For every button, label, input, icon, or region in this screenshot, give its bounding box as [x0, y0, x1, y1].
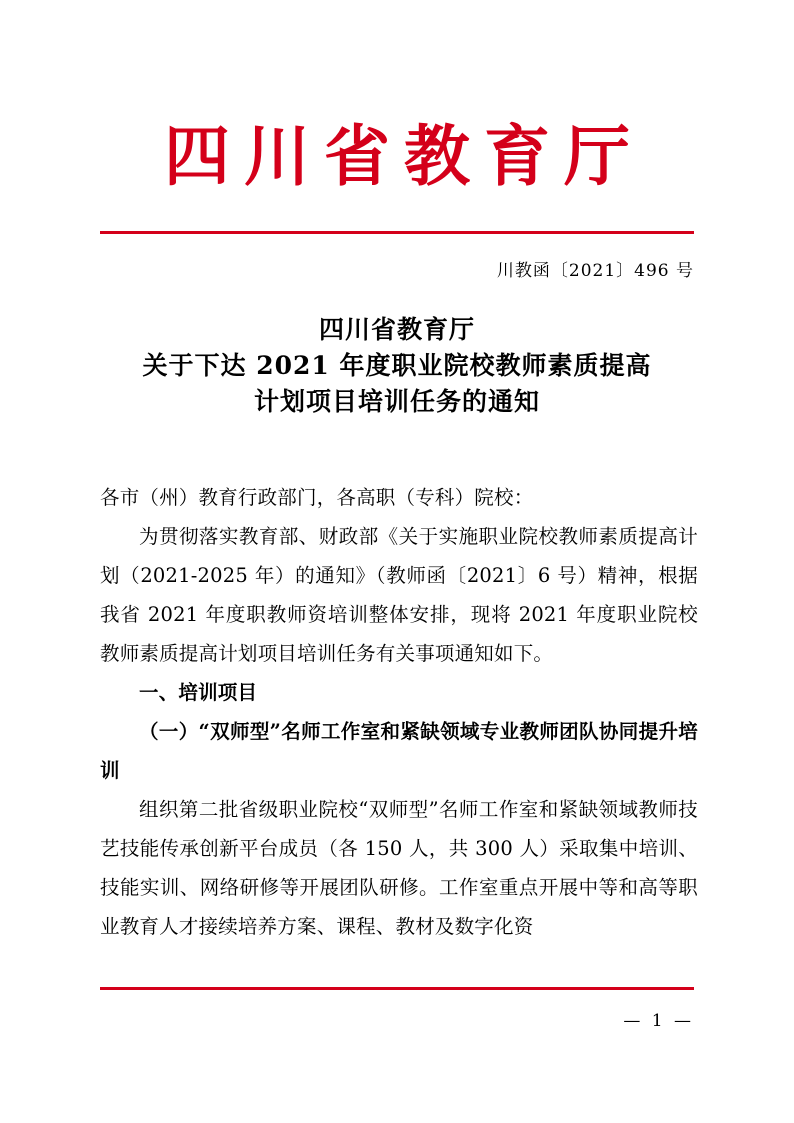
- issuing-authority-title: 四川省教育厅: [164, 117, 644, 195]
- title-line-2: 关于下达 2021 年度职业院校教师素质提高: [142, 351, 652, 380]
- masthead: [0, 117, 794, 195]
- document-number: 川教函〔2021〕496 号: [496, 261, 694, 281]
- document-title: [100, 312, 694, 420]
- red-divider-top: [100, 231, 694, 234]
- body-paragraph-1: 为贯彻落实教育部、财政部《关于实施职业院校教师素质提高计划（2021-2025 年）的通知》（教师函〔2021〕6 号）精神，根据我省 2021 年度职教师资培训整体安排，现将 2021 年度职业院校教师素质提高计划项目培训任务有关事项通知如下。: [100, 525, 698, 665]
- red-divider-bottom: [100, 987, 694, 990]
- page-number: — 1 —: [623, 1011, 694, 1031]
- title-line-3: 计划项目培训任务的通知: [253, 387, 540, 416]
- salutation: 各市（州）教育行政部门，各高职（专科）院校：: [100, 486, 534, 509]
- document-body: [100, 478, 698, 946]
- title-line-1: 四川省教育厅: [318, 315, 475, 344]
- body-paragraph-2: 组织第二批省级职业院校“双师型”名师工作室和紧缺领域教师技艺技能传承创新平台成员（各 150 人，共 300 人）采取集中培训、技能实训、网络研修等开展团队研修。工作室重点开展中等和高等职业教育人才接续培养方案、课程、教材及数字化资: [100, 798, 698, 938]
- section-heading-2: （一）“双师型”名师工作室和紧缺领域专业教师团队协同提升培训: [100, 720, 698, 782]
- section-heading-1: 一、培训项目: [139, 681, 258, 704]
